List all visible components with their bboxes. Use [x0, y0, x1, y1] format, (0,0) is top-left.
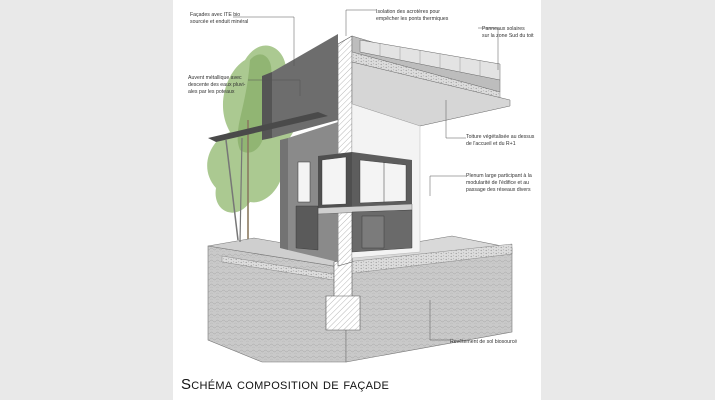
annotation-isolation: Isolation des acrotères pour empêcher les ponts thermiques — [376, 9, 449, 22]
wall-section — [338, 36, 352, 266]
side-window — [298, 162, 310, 202]
annotation-revetement: Revêtement de sol biosourcé — [450, 339, 518, 345]
lower-door — [362, 216, 384, 248]
annotation-toiture: Toiture végétalisée au dessus de l'accueil et du R+1 — [466, 134, 535, 147]
bay-window-glass-right — [360, 160, 406, 203]
annotation-plenum: Plenum large participant à la modularité de l'édifice et au passage des réseaux divers — [466, 173, 532, 193]
annotation-panneaux: Panneaux solaires sur la zone Sud du toit — [482, 26, 534, 39]
diagram-title: Schéma composition de façade — [181, 376, 390, 393]
annotation-facades: Façades avec ITE bio sourcée et enduit minéral — [190, 12, 249, 25]
entrance-door — [296, 206, 318, 250]
annotation-auvent: Auvent métallique avec descente des eaux pluvi- ales par les poteaux — [188, 75, 246, 95]
ground-floor-side — [280, 138, 288, 250]
bay-window-glass-left — [322, 157, 346, 205]
foundation-footing — [326, 296, 360, 330]
